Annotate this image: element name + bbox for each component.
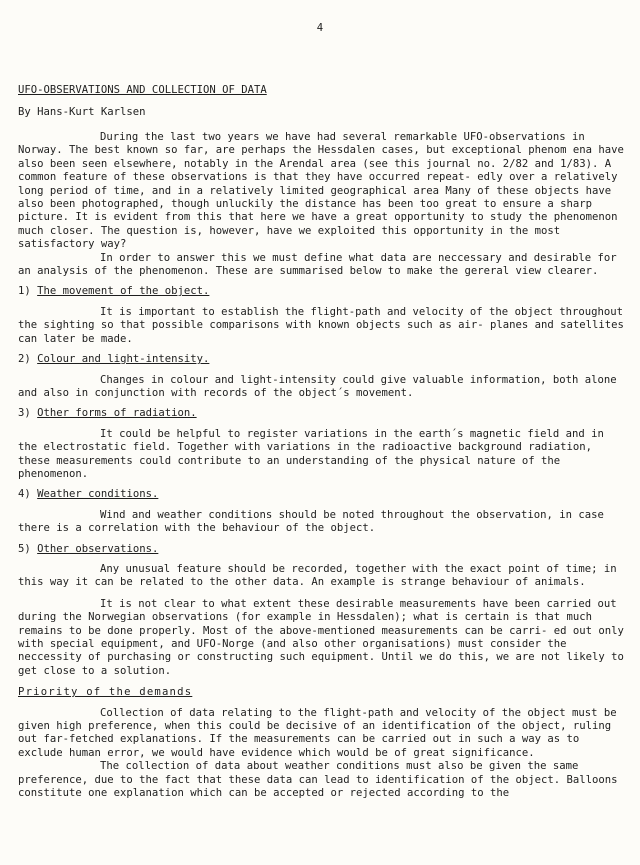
section-paragraph-1: It is important to establish the flight-path and velocity of the object throughout the sighting so that possible comparisons with known objects such as air- planes and satellites can later be made.	[18, 305, 631, 345]
article-title: UFO-OBSERVATIONS AND COLLECTION OF DATA	[18, 84, 267, 96]
section-paragraph-5: Any unusual feature should be recorded, together with the exact point of time; in this way it can be related to the other data. An example is strange behaviour of animals.	[18, 562, 624, 589]
section-paragraph-3: It could be helpful to register variations in the earth´s magnetic field and in the electrostatic field. Together with variations in the radioactive background radiation, these measurements could contribute to an understanding of the physical nature of the phenomenon.	[18, 427, 611, 480]
priority-paragraph-2: The collection of data about weather conditions must also be given the same preference, due to the fact that these data can lead to identification of the object. Balloons constitute one explanation which can be accepted or rejected according to the	[18, 760, 624, 800]
section-heading-text: Other forms of radiation.	[37, 407, 197, 420]
closing-paragraph: It is not clear to what extent these desirable measurements have been carried out during the Norwegian observations (for example in Hessdalen); what is certain is that much remains to be done properly. Most of the above-mentioned measurements can be carri- ed out only with special equipment, and UFO-Norge (and also other organisations) must consider the neccessity of purchasing or constructing such equipment. Until we do this, we are not likely to get close to a solution.	[18, 597, 631, 677]
section-number: 5)	[18, 542, 31, 555]
section-heading-4	[18, 488, 626, 501]
intro-paragraph-2: In order to answer this we must define what data are neccessary and desirable for an analysis of the phenomenon. These are summarised below to make the gereral view clearer.	[18, 251, 624, 278]
section-heading-1	[18, 285, 626, 298]
priority-heading: Priority of the demands	[18, 686, 193, 699]
section-heading-3	[18, 407, 626, 420]
article-body	[18, 131, 631, 800]
section-number: 2)	[18, 353, 31, 366]
page-number: 4	[316, 22, 324, 34]
section-paragraph-4: Wind and weather conditions should be noted throughout the observation, in case there is a correlation with the behaviour of the object.	[18, 508, 611, 535]
priority-paragraph-1: Collection of data relating to the flight-path and velocity of the object must be given high preference, when this could be decisive of an identification of the object, ruling out far-fetched explanations. If the measurements can be carried out in such a way as to exclude human error, we would have evidence which would be of great significance.	[18, 706, 624, 759]
section-heading-text: The movement of the object.	[37, 285, 210, 298]
section-number: 4)	[18, 488, 31, 501]
section-heading-text: Other observations.	[37, 542, 159, 555]
section-heading-text: Weather conditions.	[37, 488, 159, 501]
section-heading-text: Colour and light-intensity.	[37, 353, 210, 366]
section-number: 1)	[18, 285, 31, 298]
section-heading-5	[18, 543, 626, 556]
section-paragraph-2: Changes in colour and light-intensity could give valuable information, both alone and also in conjunction with records of the object´s movement.	[18, 373, 624, 399]
article-author: By Hans-Kurt Karlsen	[18, 106, 146, 118]
intro-paragraph-1: During the last two years we have had several remarkable UFO-observations in Norway. The best known so far, are perhaps the Hessdalen cases, but exceptional phenom ena have also been seen elsewhere, notably in the Arendal area (see this journal no. 2/82 and 1/83). A common feature of these observations is that they have occurred repeat- edly over a relatively long period of time, and in a relatively limited geographical area Many of these objects have also been photographed, though unluckily the distance has been too great to ensure a sharp picture. It is evident from this that here we have a great opportunity to study the phenomenon much closer. The question is, however, have we exploited this opportunity in the most satisfactory way?	[18, 131, 631, 251]
section-number: 3)	[18, 407, 31, 420]
section-heading-2	[18, 353, 626, 366]
